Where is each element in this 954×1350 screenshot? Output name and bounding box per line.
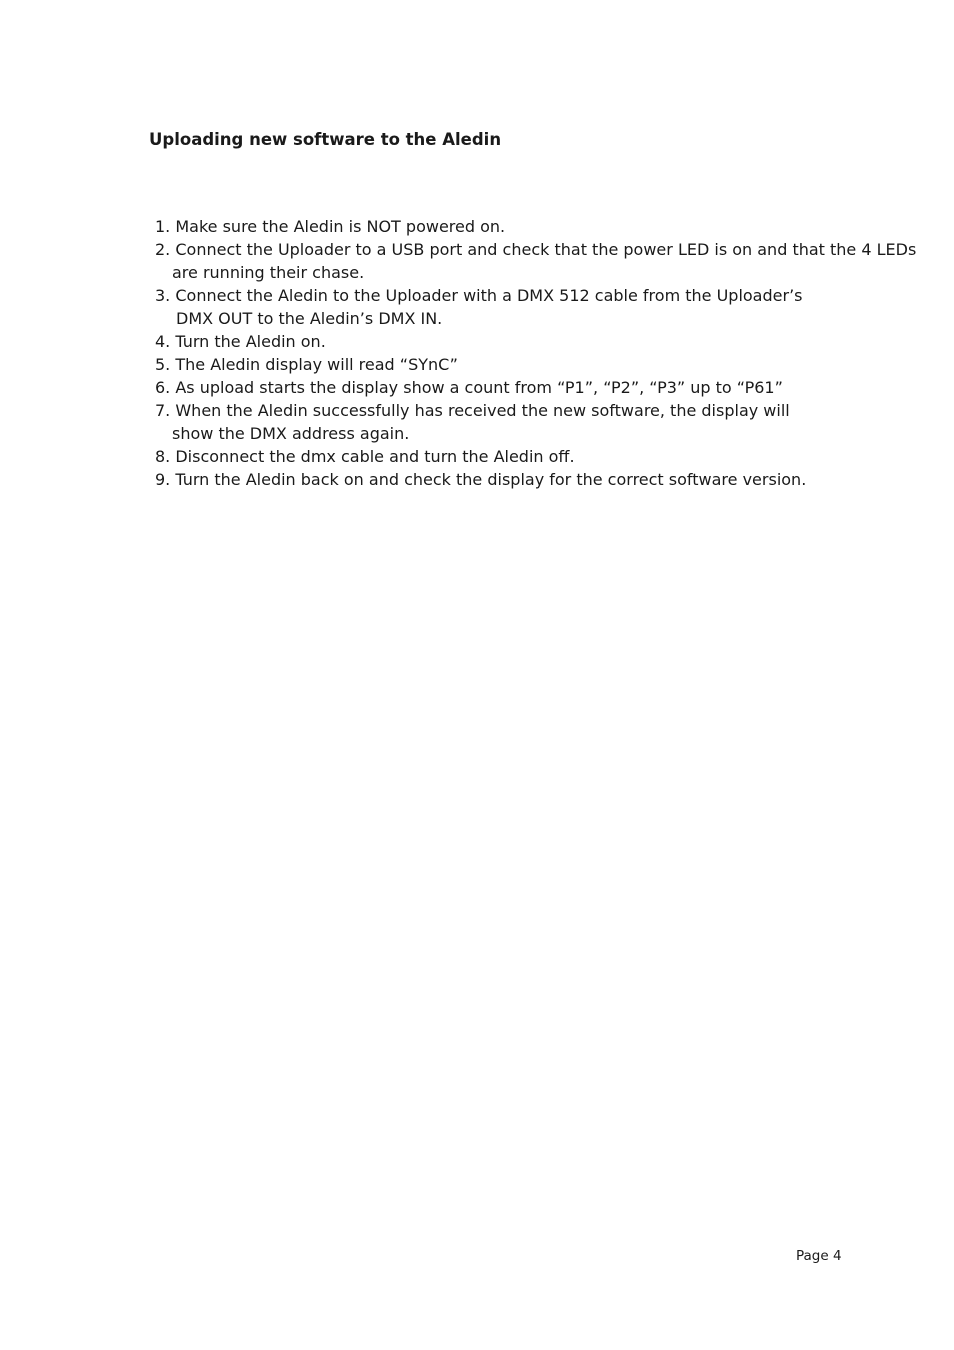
step-text-continued: DMX OUT to the Aledin’s DMX IN. (176, 309, 443, 328)
list-item-step-7 (155, 399, 915, 445)
list-item-step-6 (155, 376, 915, 399)
instruction-list (155, 215, 915, 491)
step-text: 5. The Aledin display will read “SYnC” (155, 355, 458, 374)
step-text: 9. Turn the Aledin back on and check the display for the correct software version. (155, 470, 807, 489)
step-text-continued: show the DMX address again. (172, 424, 410, 443)
page-title: Uploading new software to the Aledin (149, 130, 502, 149)
list-item-step-8 (155, 445, 915, 468)
step-text: 8. Disconnect the dmx cable and turn the Aledin off. (155, 447, 575, 466)
list-item-step-3 (155, 284, 915, 330)
list-item-step-1 (155, 215, 915, 238)
list-item-step-4 (155, 330, 915, 353)
step-text: 6. As upload starts the display show a count from “P1”, “P2”, “P3” up to “P61” (155, 378, 783, 397)
list-item-step-9 (155, 468, 915, 491)
step-text-continued: are running their chase. (172, 263, 365, 282)
step-text: 4. Turn the Aledin on. (155, 332, 326, 351)
step-text: 1. Make sure the Aledin is NOT powered on. (155, 217, 506, 236)
step-text: 3. Connect the Aledin to the Uploader with a DMX 512 cable from the Uploader’s (155, 286, 803, 305)
step-text: 2. Connect the Uploader to a USB port and check that the power LED is on and that the 4 LEDs (155, 240, 917, 259)
page-number: Page 4 (796, 1248, 842, 1264)
list-item-step-5 (155, 353, 915, 376)
step-text: 7. When the Aledin successfully has received the new software, the display will (155, 401, 790, 420)
list-item-step-2 (155, 238, 915, 284)
